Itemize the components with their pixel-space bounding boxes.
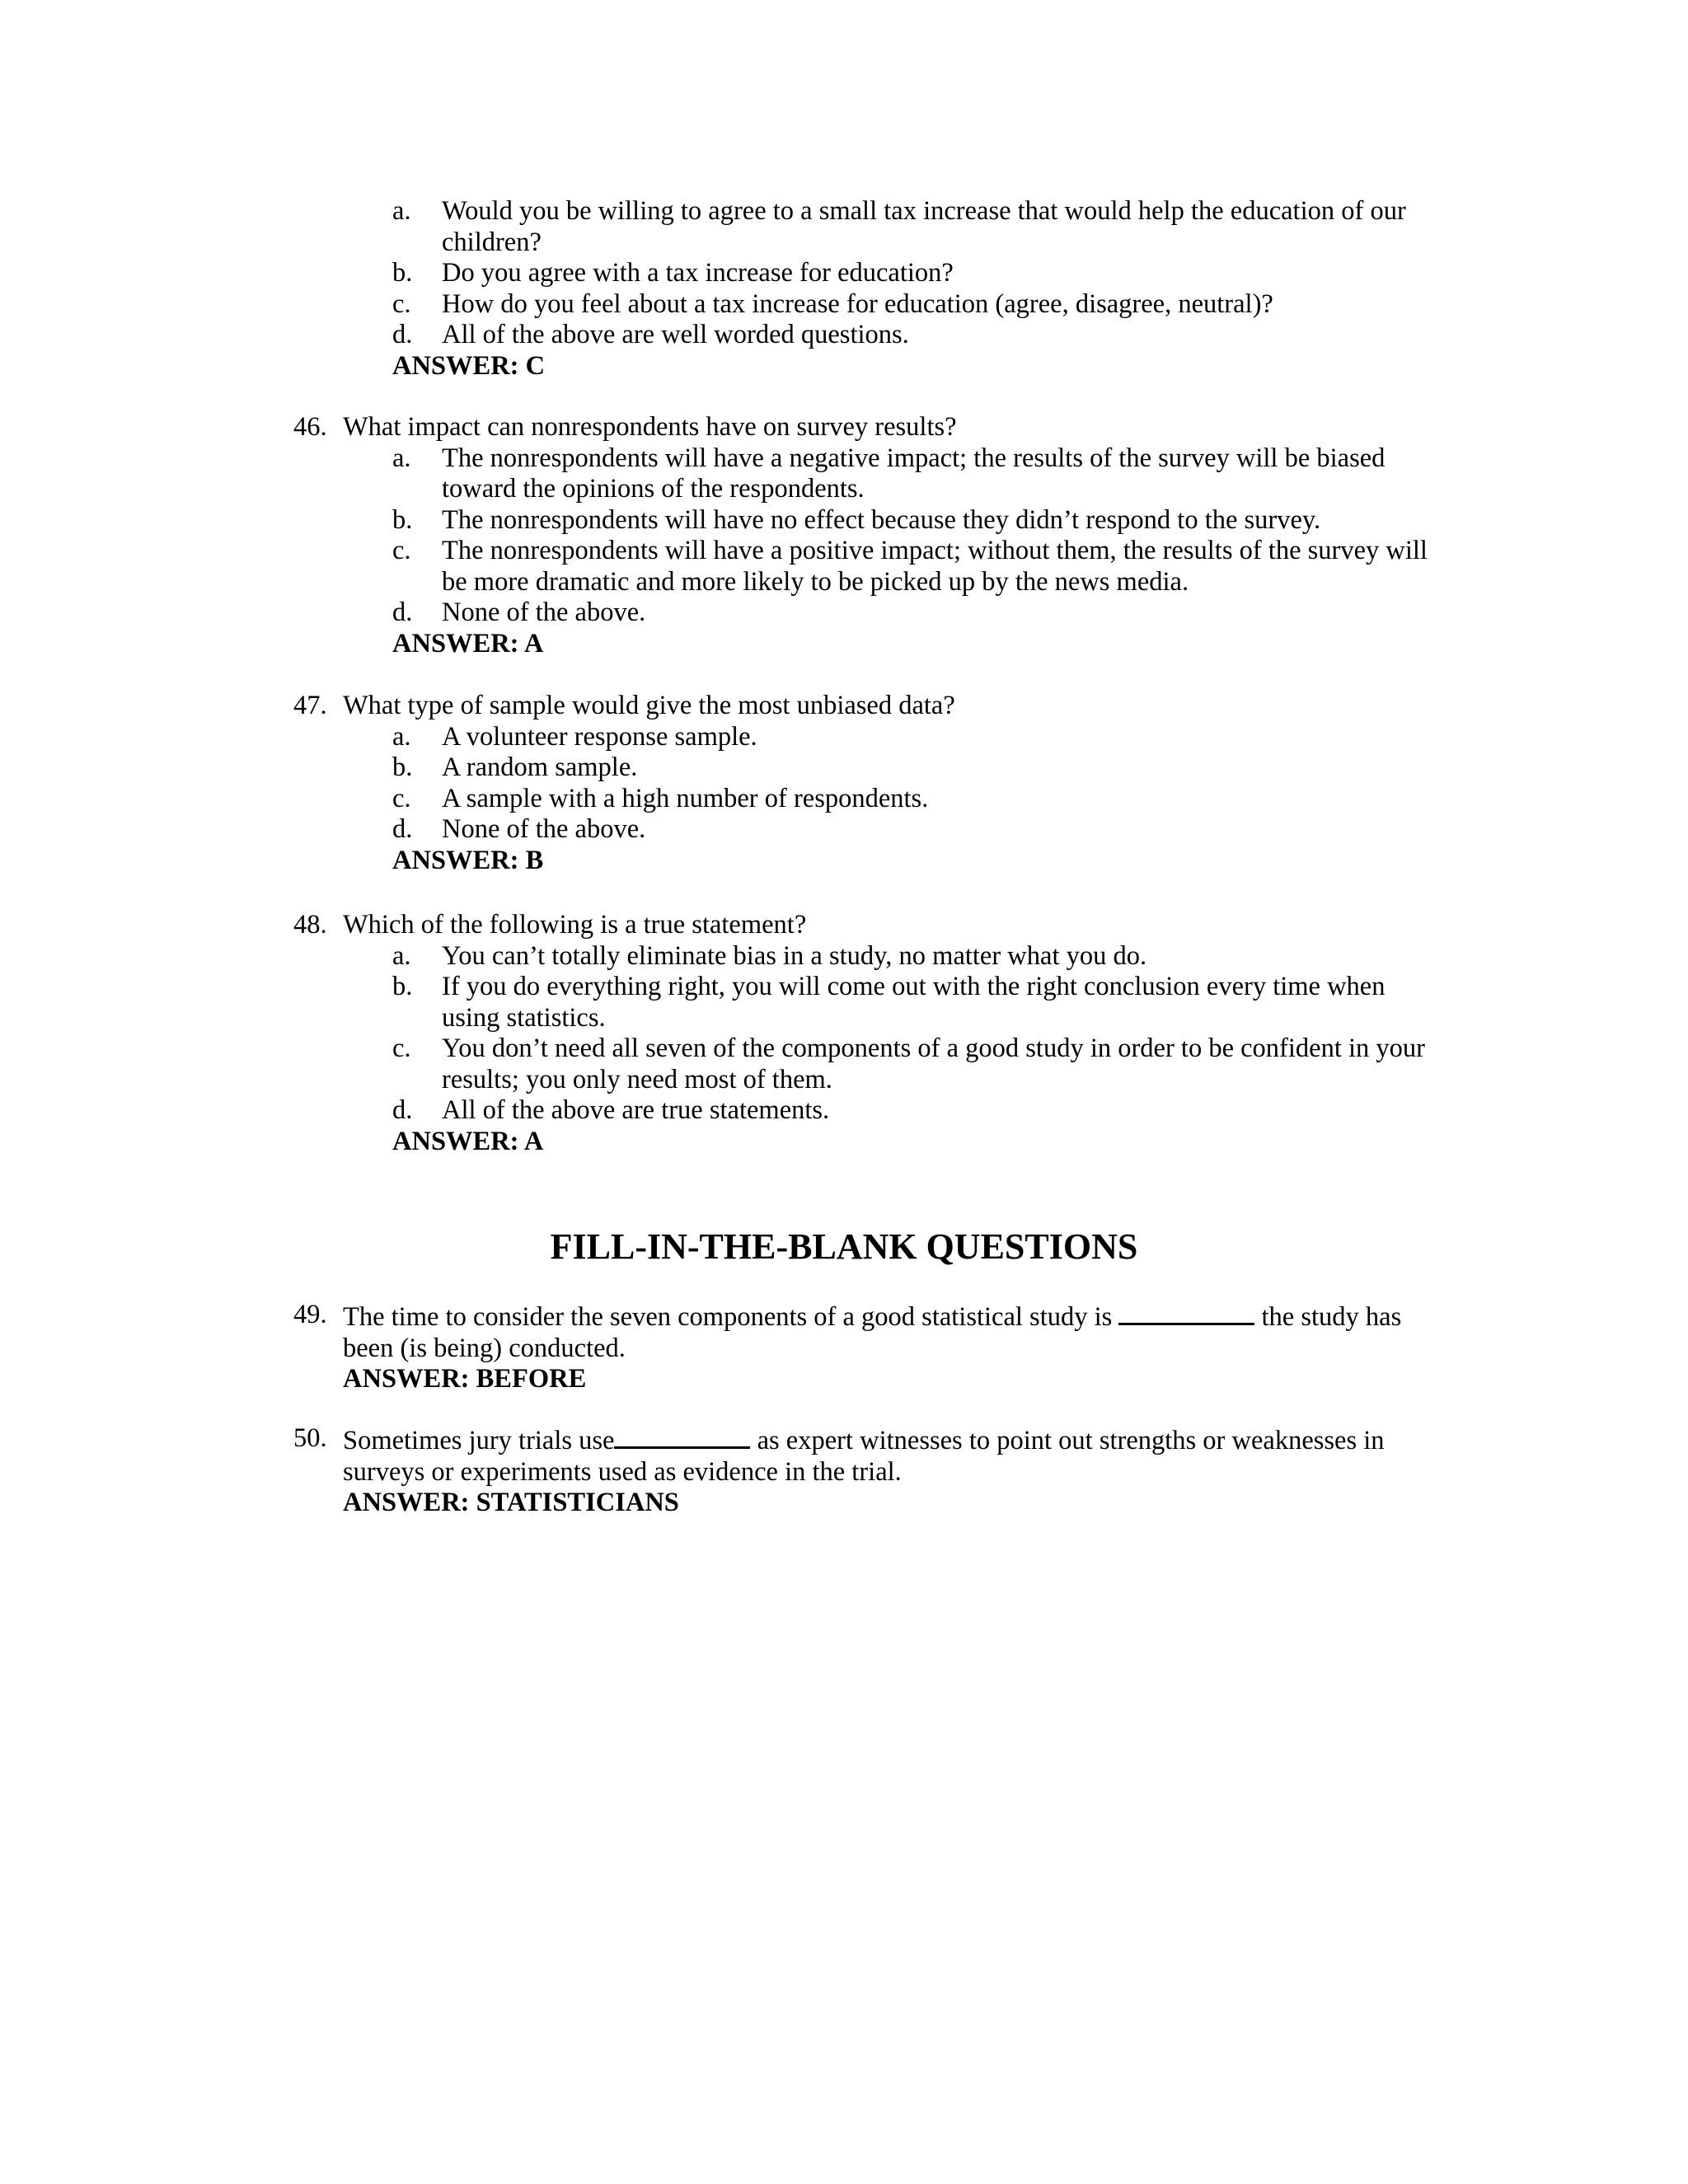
option-45-b bbox=[0, 258, 1688, 289]
question-50 bbox=[0, 1423, 1688, 1519]
question-text-after: as expert witnesses to point out strengths or weaknesses in surveys or experiments used as evidence in the trial. bbox=[343, 1426, 1385, 1487]
question-text bbox=[343, 1300, 1431, 1364]
option-letter: c. bbox=[392, 783, 411, 813]
option-46-b bbox=[0, 505, 1688, 537]
option-46-d bbox=[0, 598, 1688, 629]
option-47-c bbox=[0, 784, 1688, 815]
question-text-before: The time to consider the seven components of a good statistical study is bbox=[343, 1302, 1119, 1332]
option-letter: c. bbox=[392, 536, 411, 565]
question-text: What type of sample would give the most unbiased data? bbox=[343, 691, 955, 720]
option-letter: d. bbox=[392, 320, 413, 349]
option-letter: a. bbox=[392, 196, 411, 226]
option-letter: b. bbox=[392, 258, 413, 288]
option-text: You don’t need all seven of the components of a good study in order to be confident in your results; you only need most of them. bbox=[442, 1033, 1425, 1094]
option-letter: d. bbox=[392, 814, 413, 844]
option-text: The nonrespondents will have a positive impact; without them, the results of the survey will be more dramatic and more likely to be picked up by the news media. bbox=[442, 536, 1428, 597]
answer-45: ANSWER: C bbox=[392, 350, 546, 381]
blank-line bbox=[614, 1423, 750, 1449]
option-48-c bbox=[0, 1033, 1688, 1095]
option-text: You can’t totally eliminate bias in a study, no matter what you do. bbox=[442, 940, 1147, 971]
blank-line bbox=[1118, 1300, 1254, 1325]
option-text: A sample with a high number of respondents. bbox=[442, 783, 929, 813]
option-47-a bbox=[0, 722, 1688, 753]
answer-49: ANSWER: BEFORE bbox=[343, 1364, 587, 1394]
option-text: How do you feel about a tax increase for education (agree, disagree, neutral)? bbox=[442, 288, 1273, 319]
option-letter: b. bbox=[392, 504, 413, 535]
question-text: Which of the following is a true statement? bbox=[343, 910, 807, 940]
option-text: All of the above are true statements. bbox=[442, 1095, 830, 1125]
option-text: Do you agree with a tax increase for education? bbox=[442, 258, 954, 288]
option-text: If you do everything right, you will come out with the right conclusion every time when using statistics. bbox=[442, 972, 1386, 1033]
option-text: A random sample. bbox=[442, 752, 638, 782]
question-stem bbox=[0, 691, 1688, 722]
question-46 bbox=[0, 412, 1688, 659]
option-48-b bbox=[0, 972, 1688, 1033]
question-48 bbox=[0, 910, 1688, 1157]
question-49 bbox=[0, 1300, 1688, 1395]
question-text bbox=[343, 1423, 1431, 1488]
option-46-a bbox=[0, 443, 1688, 505]
answer-48: ANSWER: A bbox=[392, 1126, 544, 1156]
answer-46: ANSWER: A bbox=[392, 628, 544, 658]
section-heading: FILL-IN-THE-BLANK QUESTIONS bbox=[550, 1226, 1138, 1267]
option-text: The nonrespondents will have a negative impact; the results of the survey will be biased toward the opinions of the respondents. bbox=[442, 443, 1386, 504]
option-text: A volunteer response sample. bbox=[442, 721, 757, 752]
option-48-a bbox=[0, 941, 1688, 972]
answer-47: ANSWER: B bbox=[392, 845, 544, 875]
option-47-b bbox=[0, 752, 1688, 784]
question-text-before: Sometimes jury trials use bbox=[343, 1426, 615, 1455]
option-letter: d. bbox=[392, 598, 413, 627]
question-stem bbox=[0, 910, 1688, 941]
question-text-after: the study has been (is being) conducted. bbox=[343, 1302, 1402, 1363]
option-letter: c. bbox=[392, 1033, 411, 1063]
question-text: What impact can nonrespondents have on survey results? bbox=[343, 412, 957, 442]
question-stem bbox=[0, 412, 1688, 443]
option-text: All of the above are well worded questions. bbox=[442, 320, 909, 349]
question-number: 50. bbox=[293, 1423, 327, 1453]
option-letter: c. bbox=[392, 288, 411, 319]
option-48-d bbox=[0, 1095, 1688, 1127]
question-number: 46. bbox=[293, 412, 327, 442]
question-number: 47. bbox=[293, 691, 327, 720]
option-letter: b. bbox=[392, 752, 413, 782]
option-text: The nonrespondents will have no effect because they didn’t respond to the survey. bbox=[442, 504, 1321, 535]
option-letter: b. bbox=[392, 972, 413, 1001]
answer-50: ANSWER: STATISTICIANS bbox=[343, 1488, 679, 1517]
option-letter: a. bbox=[392, 443, 411, 473]
question-47 bbox=[0, 691, 1688, 876]
option-45-c bbox=[0, 289, 1688, 321]
question-number: 48. bbox=[293, 910, 327, 940]
option-text: None of the above. bbox=[442, 598, 646, 627]
option-45-a bbox=[0, 196, 1688, 258]
option-47-d bbox=[0, 814, 1688, 846]
option-text: Would you be willing to agree to a small tax increase that would help the education of our children? bbox=[442, 196, 1406, 257]
question-stem bbox=[0, 1300, 1688, 1364]
option-45-d bbox=[0, 320, 1688, 351]
question-stem bbox=[0, 1423, 1688, 1488]
option-46-c bbox=[0, 536, 1688, 598]
question-45-continued bbox=[0, 196, 1688, 382]
option-text: None of the above. bbox=[442, 814, 646, 844]
question-number: 49. bbox=[293, 1300, 327, 1329]
option-letter: a. bbox=[392, 721, 411, 752]
option-letter: d. bbox=[392, 1095, 413, 1125]
option-letter: a. bbox=[392, 940, 411, 971]
